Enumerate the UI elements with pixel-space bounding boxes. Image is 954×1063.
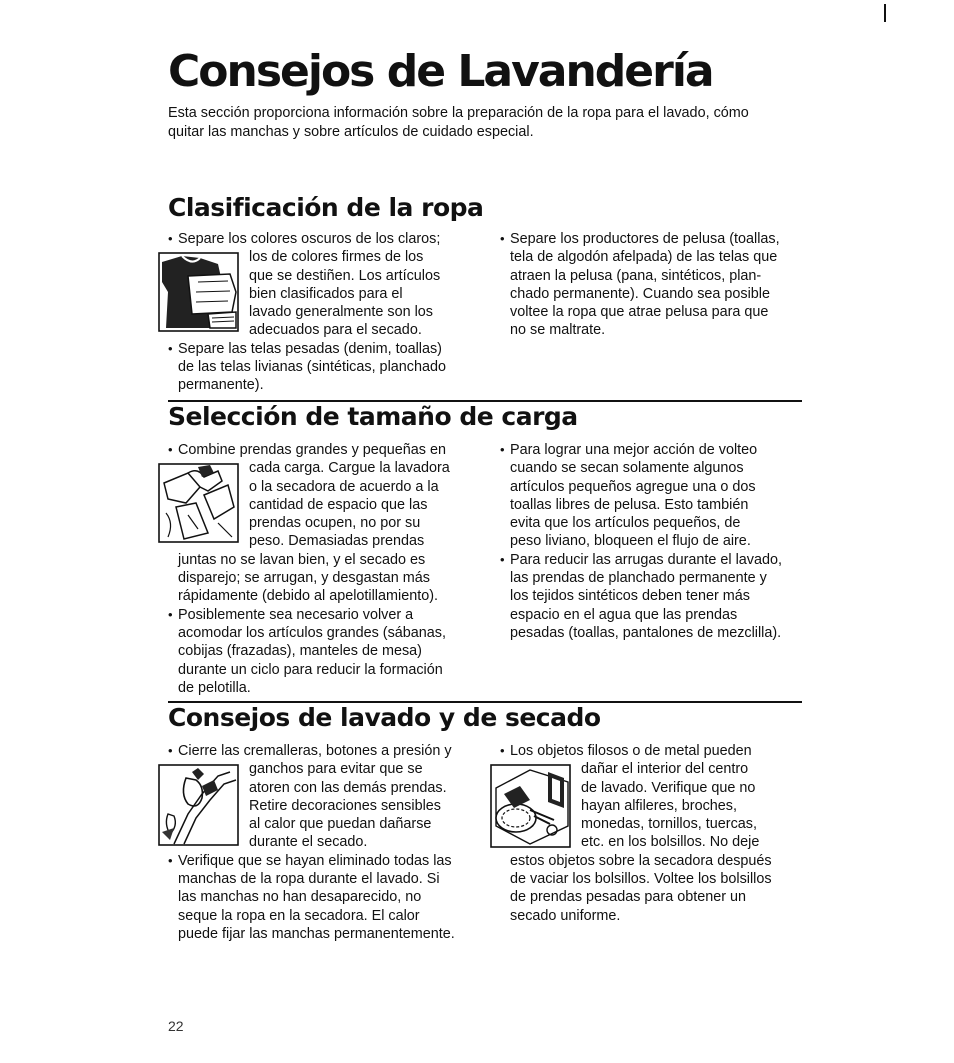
text-line: de lavado. Verifique que no (581, 779, 756, 796)
text-line: durante el secado. (249, 834, 368, 851)
text-line: atoren con las demás prendas. (249, 779, 447, 796)
text-line: artículos pequeños agregue una o dos (510, 478, 756, 495)
bullet-continuation (500, 852, 800, 925)
section-title-seleccion: Selección de tamaño de carga (168, 402, 578, 431)
text-line: juntas no se lavan bien, y el secado es (178, 551, 426, 568)
bullet-dot: • (500, 231, 505, 246)
section-title-consejos: Consejos de lavado y de secado (168, 703, 601, 732)
text-line: de pelotilla. (178, 679, 251, 696)
text-line: que se destiñen. Los artículos (249, 267, 441, 284)
text-line: espacio en el agua que las prendas (510, 606, 738, 623)
text-line: durante un ciclo para reducir la formación (178, 661, 443, 678)
text-line: secado uniforme. (510, 907, 621, 924)
text-line: puede fijar las manchas permanentemente. (178, 925, 455, 942)
bullet-item (500, 230, 800, 340)
text-line: no se maltrate. (510, 322, 606, 339)
text-line: Combine prendas grandes y pequeñas en (178, 442, 447, 458)
text-line: monedas, tornillos, tuercas, (581, 816, 757, 833)
text-line: chado permanente). Cuando sea posible (510, 285, 771, 302)
text-line: peso. Demasiadas prendas (249, 533, 425, 550)
text-line: las prendas de planchado permanente y (510, 570, 767, 587)
bullet-dot: • (168, 442, 173, 457)
text-line: pesadas (toallas, pantalones de mezclilla). (510, 624, 782, 641)
text-line: voltee la ropa que atrae pelusa para que (510, 304, 769, 321)
wrapped-text (249, 459, 468, 550)
text-line: hayan alfileres, broches, (581, 797, 737, 814)
text-line: cuando se secan solamente algunos (510, 460, 744, 477)
figure-wrap-block (158, 760, 468, 851)
text-line: al calor que puedan dañarse (249, 816, 432, 833)
pocket-objects-icon (490, 764, 571, 851)
text-line: Separe los productores de pelusa (toallas, (510, 231, 780, 247)
figure-wrap-block (158, 459, 468, 550)
bullet-item (500, 551, 800, 642)
section-2-left-column (168, 441, 468, 697)
bullet-dot: • (500, 442, 505, 457)
text-line: Separe los colores oscuros de los claros; (178, 231, 441, 247)
text-line: seque la ropa en la secadora. El calor (178, 907, 420, 924)
text-line: acomodar los artículos grandes (sábanas, (178, 624, 446, 641)
bullet-dot: • (168, 231, 173, 246)
text-line: etc. en los bolsillos. No deje (581, 834, 760, 851)
text-line: tela de algodón afelpada) de las telas que (510, 249, 778, 266)
bullet-dot: • (168, 340, 173, 356)
wrapped-text (581, 760, 800, 851)
text-line: de las telas livianas (sintéticas, planchado (178, 359, 446, 376)
figure-wrap-block (158, 248, 468, 339)
wrapped-text (249, 248, 468, 339)
section-3-right-column (500, 742, 800, 925)
bullet-continuation (168, 551, 468, 606)
loading-laundry-icon (158, 463, 239, 550)
section-1-left-column (168, 230, 468, 395)
margin-mark (884, 4, 886, 22)
text-line: Separe las telas pesadas (denim, toallas) (178, 340, 442, 357)
text-line: Posiblemente sea necesario volver a (178, 606, 414, 623)
intro-line: quitar las manchas y sobre artículos de cuidado especial. (168, 124, 534, 140)
text-line: los de colores firmes de los (249, 249, 424, 266)
text-line: Para lograr una mejor acción de volteo (510, 442, 758, 458)
bullet-item (168, 230, 468, 248)
text-line: disparejo; se arrugan, y desgastan más (178, 570, 430, 587)
wrapped-text (249, 760, 468, 851)
text-line: peso liviano, bloqueen el flujo de aire. (510, 533, 751, 550)
text-line: dañar el interior del centro (581, 761, 749, 778)
text-line: ganchos para evitar que se (249, 761, 423, 778)
text-line: manchas de la ropa durante el lavado. Si (178, 871, 440, 888)
section-1-right-column (500, 230, 800, 340)
text-line: bien clasificados para el (249, 285, 403, 302)
bullet-dot: • (168, 852, 173, 868)
text-line: adecuados para el secado. (249, 322, 422, 339)
text-line: rápidamente (debido al apelotillamiento). (178, 588, 438, 605)
section-title-clasificacion: Clasificación de la ropa (168, 193, 484, 222)
text-line: Los objetos filosos o de metal pueden (510, 743, 752, 759)
text-line: Verifique que se hayan eliminado todas las (178, 852, 452, 869)
bullet-dot: • (500, 743, 505, 758)
text-line: o la secadora de acuerdo a la (249, 478, 439, 495)
text-line: evita que los artículos pequeños, de (510, 515, 741, 532)
text-line: cantidad de espacio que las (249, 496, 428, 513)
section-3-left-column (168, 742, 468, 943)
text-line: cada carga. Cargue la lavadora (249, 460, 450, 477)
text-line: las manchas no han desaparecido, no (178, 889, 422, 906)
text-line: prendas ocupen, no por su (249, 515, 421, 532)
text-line: cobijas (frazadas), manteles de mesa) (178, 643, 422, 660)
page-number: 22 (168, 1018, 184, 1034)
text-line: Para reducir las arrugas durante el lavado, (510, 551, 782, 568)
figure-wrap-block (490, 760, 800, 851)
text-line: permanente). (178, 377, 264, 394)
sorted-clothes-icon (158, 252, 239, 339)
bullet-item (168, 340, 468, 395)
bullet-dot: • (168, 606, 173, 622)
bullet-item (168, 606, 468, 697)
bullet-item (168, 742, 468, 760)
intro-line: Esta sección proporciona información sobre la preparación de la ropa para el lavado, cómo (168, 105, 749, 121)
text-line: de vaciar los bolsillos. Voltee los bolsillos (510, 871, 772, 888)
text-line: los tejidos sintéticos deben tener más (510, 588, 750, 605)
text-line: estos objetos sobre la secadora después (510, 852, 772, 869)
text-line: Cierre las cremalleras, botones a presión y (178, 743, 452, 759)
page-title: Consejos de Lavandería (168, 46, 713, 97)
bullet-item (168, 852, 468, 943)
text-line: lavado generalmente son los (249, 304, 434, 321)
bullet-dot: • (168, 743, 173, 758)
intro-paragraph (168, 104, 808, 142)
zipper-icon (158, 764, 239, 851)
bullet-item (168, 441, 468, 459)
section-2-right-column (500, 441, 800, 642)
text-line: atraen la pelusa (pana, sintéticos, plan- (510, 267, 762, 284)
text-line: toallas libres de pelusa. Esto también (510, 496, 749, 513)
bullet-dot: • (500, 551, 505, 567)
bullet-item (500, 742, 800, 760)
text-line: de prendas pesadas para obtener un (510, 889, 747, 906)
text-line: Retire decoraciones sensibles (249, 797, 441, 814)
bullet-item (500, 441, 800, 551)
